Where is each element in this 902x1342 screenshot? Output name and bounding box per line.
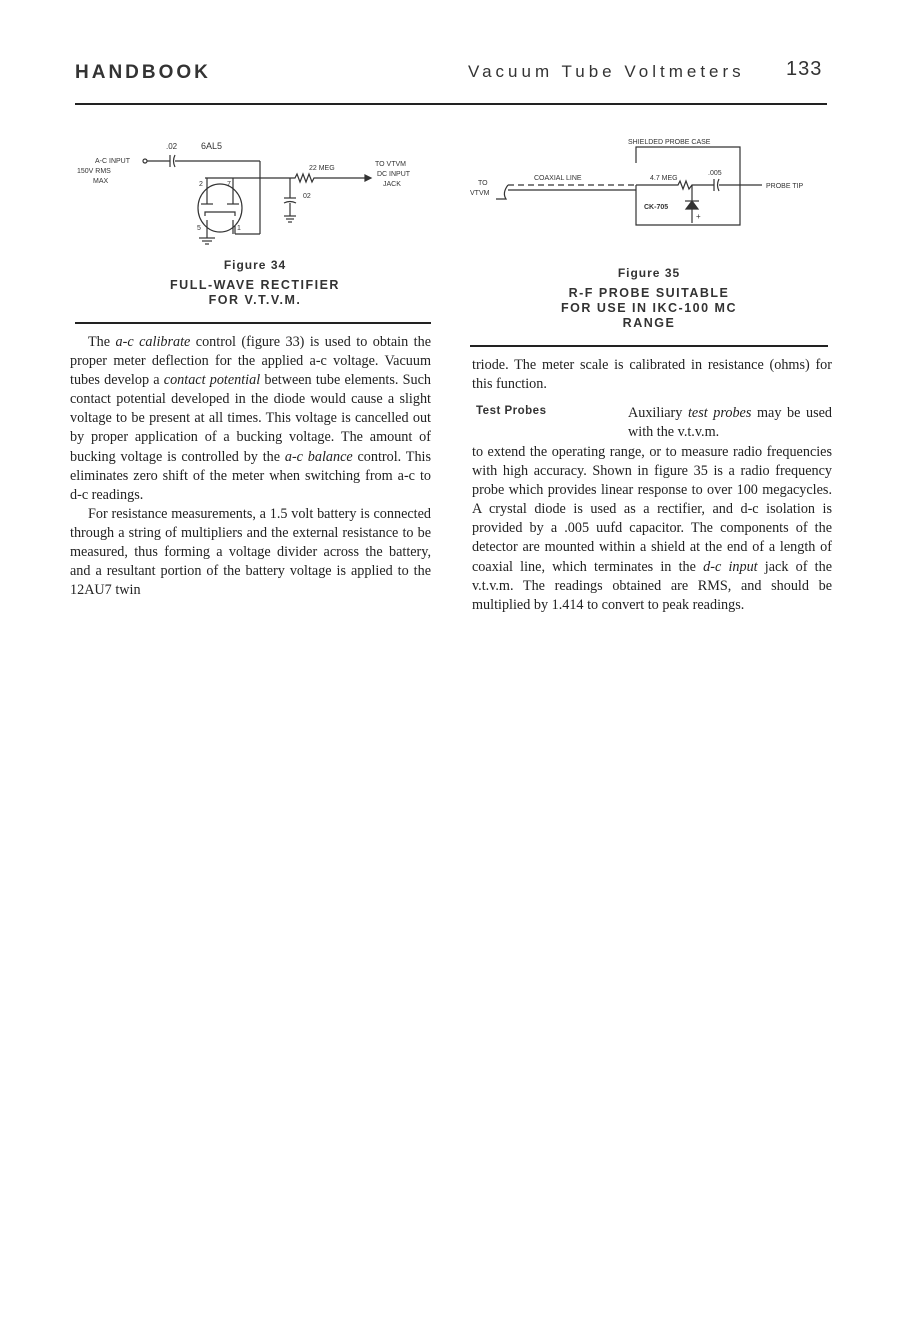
left-column-text [70,333,431,600]
figure-34-schematic [75,138,445,258]
fig34-tube-label: 6AL5 [201,141,223,151]
fig34-input-label-1: A-C INPUT [95,158,130,165]
fig34-input-label-3: MAX [93,178,109,185]
fig34-out-label-3: JACK [383,181,401,188]
fig34-pin-7: 7 [227,181,231,188]
figure-35-title-line-3: RANGE [622,316,676,330]
figure-35-number: Figure 35 [617,266,681,280]
fig35-coax-label: COAXIAL LINE [534,175,582,182]
fig34-out-label-1: TO VTVM [375,161,406,168]
fig35-cap-label: .005 [708,170,722,177]
right-paragraph-3: to extend the operating range, or to measure radio frequencies with high accuracy. Shown in figure 35 is a radio frequency probe which provides linear response to over 100 megacycles. A crystal diode is used as a rectifier, and d-c isolation is provided by a .005 uufd capacitor. The components of the detector are mounted within a shield at the end of a length of coaxial line, which terminates in the d-c input jack of the v.t.v.m. The readings obtained are RMS, and should be multiplied by 1.414 to convert to peak readings. [472,444,832,613]
figure-34-rule [75,322,431,324]
test-probes-subhead: Test Probes [476,405,547,417]
fig35-res-label: 4.7 MEG [650,175,678,182]
fig35-case-label: SHIELDED PROBE CASE [628,139,711,146]
fig34-cap1-label: .02 [166,142,178,151]
figure-35-title-line-2: FOR USE IN IKC-100 MC [561,301,737,315]
fig35-to-label-1: TO [478,180,488,187]
fig34-res-label: 22 MEG [309,165,335,172]
right-column-text [472,443,832,615]
figure-34-number: Figure 34 [223,258,287,272]
fig34-cap2-label: 02 [303,193,311,200]
fig34-out-label-2: DC INPUT [377,171,411,178]
figure-35-rule [470,345,828,347]
left-paragraph-2: For resistance measurements, a 1.5 volt battery is connected through a string of multipliers and the external resistance to be measured, thus forming a voltage divider across the battery, and a resultant portion of the battery voltage is applied to the 12AU7 twin [70,505,431,599]
figure-34-title-line-2: FOR V.T.V.M. [208,293,302,307]
figure-35-title-line-1: R-F PROBE SUITABLE [568,286,730,300]
fig34-input-label-2: 150V RMS [77,168,111,175]
right-column-runin [628,404,832,442]
figure-34-title-line-1: FULL-WAVE RECTIFIER [170,278,340,292]
fig35-to-label-2: VTVM [470,190,490,197]
figure-35-schematic [466,135,836,245]
header-rule [75,103,827,105]
fig34-pin-2: 2 [199,181,203,188]
figure-35-caption [466,266,832,331]
figure-34-caption [75,258,435,308]
fig35-plus-label: + [696,212,701,221]
running-head-left: HANDBOOK [75,62,211,83]
running-head-right: Vacuum Tube Voltmeters [468,62,745,81]
fig34-pin-1: 1 [237,225,241,232]
fig35-tip-label: PROBE TIP [766,183,804,190]
right-column-intro [472,356,832,394]
page-number: 133 [786,58,823,80]
fig35-diode-label: CK-705 [644,204,669,211]
left-paragraph-1: The a-c calibrate control (figure 33) is used to obtain the proper meter deflection for the applied a-c voltage. Vacuum tubes develop a contact potential between tube elements. Such contact potential developed in the diode would cause a slight voltage to be present at all times. This voltage is cancelled out by proper application of a bucking voltage. The amount of bucking voltage is controlled by the a-c balance control. This eliminates zero shift of the meter when switching from a-c to d-c readings. [70,334,432,503]
fig34-pin-5: 5 [197,225,201,232]
right-paragraph-2: Auxiliary test probes may be used with the v.t.v.m. [628,405,833,441]
right-paragraph-1: triode. The meter scale is calibrated in resistance (ohms) for this function. [472,357,832,393]
